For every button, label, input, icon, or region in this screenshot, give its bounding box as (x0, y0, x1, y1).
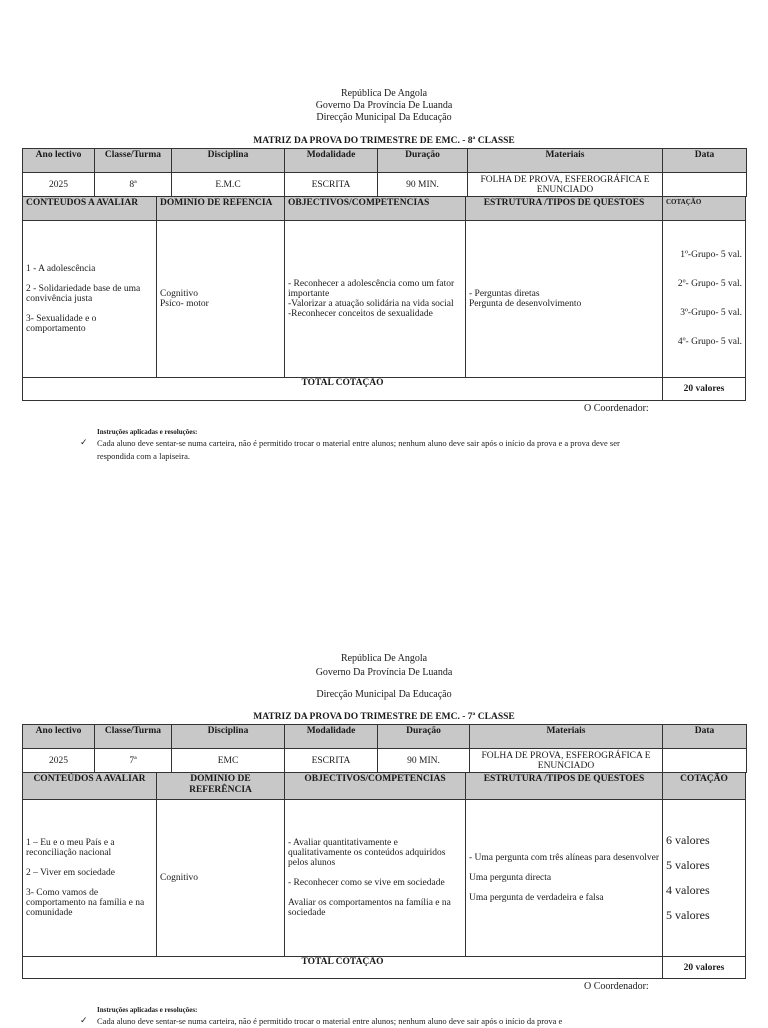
instructions-title-2: Instruções aplicadas e resoluções: (97, 1006, 198, 1014)
col-disciplina: Disciplina (172, 725, 285, 749)
cell-disciplina: E.M.C (172, 173, 285, 197)
matrix-content-table-1 (22, 196, 663, 401)
col-ano-lectivo: Ano lectivo (23, 149, 95, 173)
matrix-title-1: MATRIZ DA PROVA DO TRIMESTRE DE EMC. - 8ª CLASSE (253, 136, 515, 146)
conteudo-item: 2 - Solidariedade base de uma convivência justa (26, 284, 141, 304)
objectivo-item: - Reconhecer como se vive em sociedade (288, 878, 445, 888)
matrix-title-2: MATRIZ DA PROVA DO TRIMESTRE DE EMC. - 7ª CLASSE (253, 712, 515, 722)
matrix-info-table-1 (22, 148, 747, 197)
cotacao-item: 2º- Grupo- 5 val. (677, 279, 742, 289)
conteudo-item: 2 – Viver em sociedade (26, 868, 115, 878)
col-modalidade: Modalidade (285, 725, 378, 749)
matrix-info-table-2 (22, 724, 747, 773)
objectivo-item: -Reconhecer conceitos de sexualidade (288, 309, 433, 319)
col-conteudos: CONTEUDOS A AVALIAR (23, 197, 157, 221)
cell-estrutura (466, 800, 663, 957)
header-direccao: Direcção Municipal Da Educação (316, 112, 452, 123)
cell-cotacao (663, 800, 746, 957)
dominio-item: Cognitivo (160, 289, 199, 299)
header-governo: Governo Da Província De Luanda (315, 667, 453, 678)
cotacao-item: 6 valores (666, 833, 710, 847)
cell-estrutura (466, 221, 663, 378)
header-republica: República De Angola (340, 88, 428, 99)
col-modalidade: Modalidade (285, 149, 378, 173)
document-header-1 (0, 88, 768, 124)
cell-classe: 8ª (95, 173, 172, 197)
estrutura-item: Uma pergunta directa (469, 873, 552, 883)
cell-ano: 2025 (23, 173, 95, 197)
cotacao-item: 4º- Grupo- 5 val. (677, 337, 742, 347)
header-direccao: Direcção Municipal Da Educação (316, 689, 452, 700)
col-estrutura: ESTRUTURA /TIPOS DE QUESTOES (466, 197, 663, 221)
checkmark-icon: ✓ (80, 1015, 88, 1025)
col-duracao: Duração (378, 149, 468, 173)
total-cotacao-label: TOTAL COTAÇÃO (23, 957, 663, 979)
header-republica: República De Angola (340, 653, 428, 664)
col-cotacao: COTAÇÃO (663, 773, 746, 800)
col-duracao: Duração (378, 725, 470, 749)
cotacao-item: 3º-Grupo- 5 val. (680, 308, 742, 318)
coordinator-label-1: O Coordenador: (584, 403, 649, 414)
col-cotacao: COTAÇÃO (663, 197, 746, 221)
cotacao-table-1 (662, 196, 746, 401)
cell-dominio (157, 800, 285, 957)
col-materiais: Materiais (468, 149, 663, 173)
dominio-item: Psíco- motor (160, 299, 209, 309)
cell-objectivos (285, 800, 466, 957)
cell-modalidade: ESCRITA (285, 749, 378, 773)
header-governo: Governo Da Província De Luanda (315, 100, 453, 111)
col-disciplina: Disciplina (172, 149, 285, 173)
cell-classe: 7ª (95, 749, 172, 773)
conteudo-item: 3- Como vamos de comportamento na família e na comunidade (26, 888, 145, 918)
estrutura-item: Pergunta de desenvolvimento (469, 299, 582, 309)
total-cotacao-value: 20 valores (663, 957, 746, 979)
cell-duracao: 90 MIN. (378, 173, 468, 197)
cell-data (663, 749, 747, 773)
col-data: Data (663, 149, 747, 173)
cotacao-item: 1º-Grupo- 5 val. (680, 250, 742, 260)
col-estrutura: ESTRUTURA /TIPOS DE QUESTOES (466, 773, 663, 800)
cotacao-table-2 (662, 772, 746, 979)
cell-disciplina: EMC (172, 749, 285, 773)
col-data: Data (663, 725, 747, 749)
col-materiais: Materiais (470, 725, 663, 749)
cell-duracao: 90 MIN. (378, 749, 470, 773)
instructions-title-1: Instruções aplicadas e resoluções: (97, 428, 198, 436)
col-objectivos: OBJECTIVOS/COMPETENCIAS (285, 773, 466, 800)
instructions-text-1: Cada aluno deve sentar-se numa carteira, não é permitido trocar o material entre alunos; nenhum aluno deve sair após o início da prova e a prova deve ser respondida com a lapiseira. (97, 438, 620, 461)
cell-cotacao (663, 221, 746, 378)
cell-dominio (157, 221, 285, 378)
checkmark-icon: ✓ (80, 437, 88, 447)
objectivo-item: - Avaliar quantitativamente e qualitativamente os conteúdos adquiridos pelos alunos (288, 838, 446, 868)
cell-materiais: FOLHA DE PROVA, ESFEROGRÁFICA E ENUNCIADO (468, 173, 663, 197)
cell-objectivos (285, 221, 466, 378)
cotacao-item: 5 valores (666, 858, 710, 872)
col-conteudos: CONTEÚDOS A AVALIAR (23, 773, 157, 800)
cell-data (663, 173, 747, 197)
conteudo-item: 1 – Eu e o meu País e a reconciliação nacional (26, 838, 115, 858)
col-classe-turma: Classe/Turma (95, 725, 172, 749)
cell-modalidade: ESCRITA (285, 173, 378, 197)
cell-conteudos (23, 800, 157, 957)
estrutura-item: - Uma pergunta com três alíneas para desenvolver (469, 853, 660, 863)
dominio-item: Cognitivo (160, 873, 199, 883)
estrutura-item: - Perguntas diretas (469, 289, 540, 299)
conteudo-item: 3- Sexualidade e o comportamento (26, 314, 97, 334)
cotacao-item: 4 valores (666, 883, 710, 897)
cell-materiais: FOLHA DE PROVA, ESFEROGRÁFICA E ENUNCIADO (470, 749, 663, 773)
total-cotacao-label: TOTAL COTAÇÃO (23, 378, 663, 401)
objectivo-item: - Reconhecer a adolescência como um fator importante (288, 279, 455, 299)
cell-ano: 2025 (23, 749, 95, 773)
objectivo-item: Avaliar os comportamentos na família e na sociedade (288, 898, 451, 918)
estrutura-item: Uma pergunta de verdadeira e falsa (469, 893, 604, 903)
matrix-content-table-2 (22, 772, 663, 979)
col-objectivos: OBJECTIVOS/COMPETENCIAS (285, 197, 466, 221)
col-dominio: DOMINIO DE REFENCIA (157, 197, 285, 221)
col-dominio: DOMINIO DE REFERÊNCIA (157, 773, 285, 800)
total-cotacao-value: 20 valores (663, 378, 746, 401)
cotacao-item: 5 valores (666, 908, 710, 922)
objectivo-item: -Valorizar a atuação solidária na vida social (288, 299, 454, 309)
conteudo-item: 1 - A adolescência (26, 264, 96, 274)
document-header-2 (0, 652, 768, 702)
instructions-text-2: Cada aluno deve sentar-se numa carteira, não é permitido trocar o material entre alunos; nenhum aluno deve sair após o início da prova e (97, 1016, 563, 1026)
coordinator-label-2: O Coordenador: (584, 981, 649, 992)
col-classe-turma: Classe/Turma (95, 149, 172, 173)
col-ano-lectivo: Ano lectivo (23, 725, 95, 749)
cell-conteudos (23, 221, 157, 378)
